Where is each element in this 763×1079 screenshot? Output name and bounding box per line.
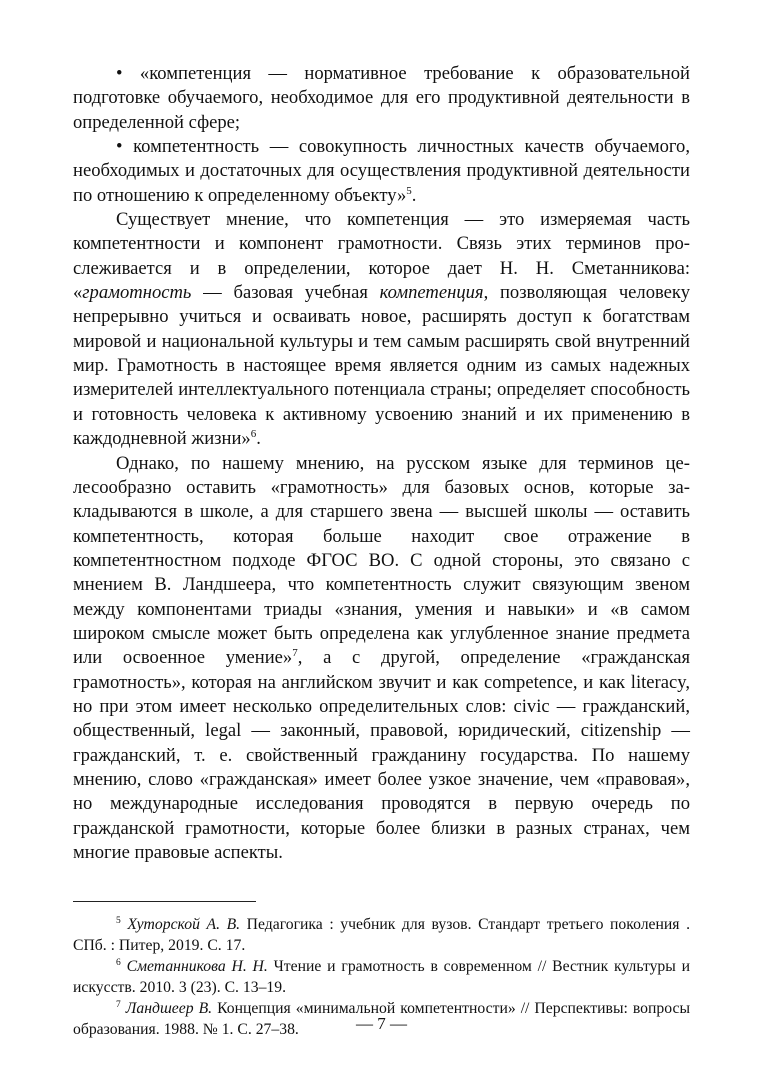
paragraph-text: — базовая учебная xyxy=(191,282,380,304)
footnote-text: Чтение и грамотность в современном // Вестник культуры и искусств. 2010. 3 (23). С. 13–19. xyxy=(73,958,691,997)
footnote-number: 5 xyxy=(116,916,121,927)
paragraph-civic-literacy xyxy=(73,452,690,866)
bullet-competency-definition: • компетентность — совокупность личностных качеств обучаемого, необходимых и достаточных для осуществления продуктивной деятельности по отношению к определенному объекту»$^5$. xyxy=(73,136,690,206)
footnote-number: 7 xyxy=(116,1000,121,1011)
bullet-text: • компетентность — совокупность личностных качеств обучаемого, необходимых и достаточных для осуществления продуктивной деятельности по отношению к определенному объекту» xyxy=(73,136,690,206)
footnote-ref-5[interactable]: 5 xyxy=(406,184,412,197)
footnote-author: Хуторской А. В. xyxy=(127,916,241,934)
footnote-ref-7[interactable]: 7 xyxy=(292,647,298,660)
paragraph-text: Однако, по нашему мнению, на русском языке для терминов целесообразно оставить «грамотность» для базовых основ, которые закладываются в школе, а для старшего звена — высшей школы — оставить компетентность, которая больше находит свое отражение в компетентностном подходе ФГОС ВО. С одной стороны, это связано с мнением В. Ландшеера, что компетентность служит связующим звеном между компонентами триады «знания, умения и навыки» и «в самом широком смысле может быть определена как углубленное знание предмета или освоенное умение» xyxy=(73,452,690,669)
paragraph-text: , а с другой, определение «гражданская грамотность», которая на английском звучит и как competence, и как literacy, но при этом имеет несколько определительных слов: civic — гражданский, общественный, legal — законный, правовой, юридический, citizenship — гражданский, т. е. свойственный гражданину государства. По нашему мнению, слово «гражданская» имеет более узкое значение, чем «правовая», но международные исследования проводятся в первую очередь по гражданской грамотности, которые более близки в разных странах, чем многие правовые аспекты. xyxy=(73,647,690,863)
footnote-ref-6[interactable]: 6 xyxy=(250,427,257,440)
italic-term: компетенция xyxy=(379,282,484,304)
paragraph-text: Существует мнение, что компетенция — это измеряемая часть компетентности и компонент грамотности. Связь этих терминов прослеживается и в определении, которое дает Н. Н. Сметанникова: « xyxy=(73,209,690,304)
footnote-text: Педагогика : учебник для вузов. Стандарт третьего поколения . СПб. : Питер, 2019. С. 17. xyxy=(73,916,690,955)
footnote-author: Сметанникова Н. Н. xyxy=(126,958,268,976)
footnote-5 xyxy=(73,914,690,956)
footnote-6 xyxy=(73,956,690,998)
footnote-divider xyxy=(73,901,256,902)
footnote-author: Ландшеер В. xyxy=(125,1000,213,1018)
footnote-text: Концепция «минимальной компетентности» // Перспективы: вопросы образования. 1988. № 1. С. 27–38. xyxy=(73,1000,690,1039)
bullet-competence-definition: • «компетенция — нормативное требование к образовательной подготовке обучаемого, необходимое для его продуктивной деятельности в определенной сфере; xyxy=(73,63,690,133)
page-number: — 7 — xyxy=(356,1014,407,1033)
paragraph-end: . xyxy=(256,428,261,450)
footnote-number: 6 xyxy=(116,958,121,969)
italic-term: грамотность xyxy=(82,282,192,304)
paragraph-text: , позволяющая человеку непрерывно учиться и осваивать новое, расширять доступ к богатствам мировой и национальной культуры и тем самым расширять свой внутренний мир. Грамотность в настоящее время является одним из самых надежных измерителей интеллектуального потенциала страны; определяет способность и готовность человека к активному усвоению знаний и их применению в каждодневной жизни» xyxy=(73,282,691,450)
page-body xyxy=(73,62,690,1040)
paragraph-literacy xyxy=(73,208,690,451)
